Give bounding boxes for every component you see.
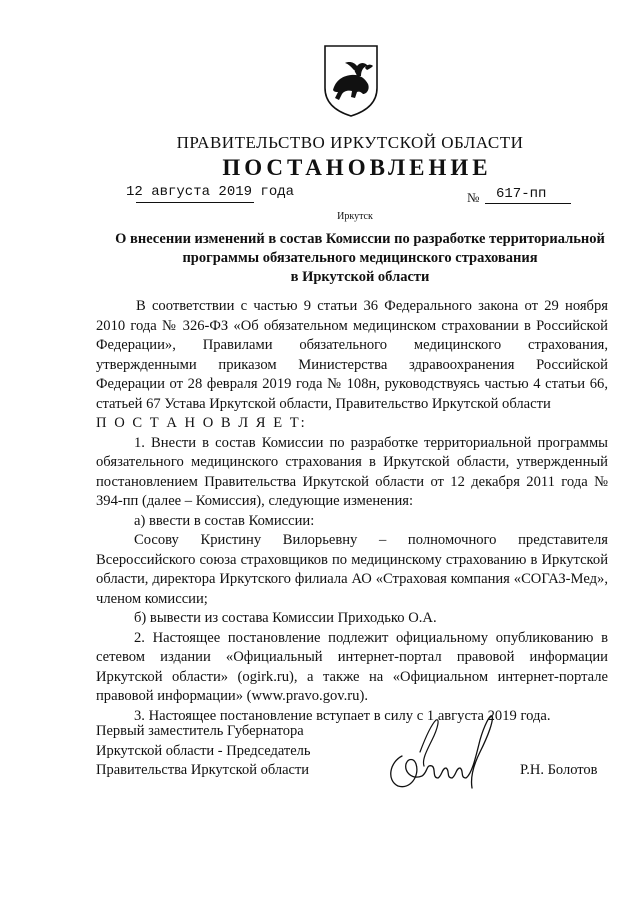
resolves-heading: П О С Т А Н О В Л Я Е Т: <box>96 415 307 431</box>
document-subject <box>90 230 630 287</box>
coat-of-arms-icon <box>321 42 381 118</box>
position-line: Иркутской области - Председатель <box>96 742 311 759</box>
subject-line: О внесении изменений в состав Комиссии по разработке территориальной <box>115 231 605 247</box>
document-date: 12 августа 2019 года <box>126 184 295 200</box>
city: Иркутск <box>337 211 373 222</box>
document-number: 617-пп <box>496 186 547 202</box>
item-2: 2. Настоящее постановление подлежит официальному опубликованию в сетевом издании «Официальный интернет-портал правовой информации Иркутской области» (ogirk.ru), а также на «Официальном интернет-портале правовой информации» (www.pravo.gov.ru). <box>96 629 608 704</box>
item-3: 3. Настоящее постановление вступает в силу с 1 августа 2019 года. <box>134 707 551 724</box>
government-name: ПРАВИТЕЛЬСТВО ИРКУТСКОЙ ОБЛАСТИ <box>176 133 524 152</box>
subject-line: в Иркутской области <box>290 269 430 285</box>
item-1a: а) ввести в состав Комиссии: <box>134 512 315 529</box>
date-underline <box>136 202 254 203</box>
signer-name: Р.Н. Болотов <box>520 762 598 778</box>
position-line: Первый заместитель Губернатора <box>96 723 304 739</box>
handwritten-signature-icon <box>380 706 510 796</box>
signer-position <box>96 722 311 781</box>
position-line: Правительства Иркутской области <box>96 762 310 778</box>
item-1a-text: Сосову Кристину Вилорьевну – полномочного представителя Всероссийского союза страховщиков по медицинскому страхованию в Иркутской области, директора Иркутского филиала АО «Страховая компания «СОГАЗ-Мед», членом комиссии; <box>96 532 608 607</box>
subject-line: программы обязательного медицинского страхования <box>182 250 538 266</box>
preamble-paragraph: В соответствии с частью 9 статьи 36 Федерального закона от 29 ноября 2010 года № 326-ФЗ «Об обязательном медицинском страховании в Российской Федерации», Правилами обязательного медицинского страхования, утвержденными приказом Министерства здравоохранения Российской Федерации от 28 февраля 2019 года № 108н, руководствуясь частью 4 статьи 66, статьей 67 Устава Иркутской области, Правительство Иркутской области <box>96 298 608 412</box>
item-1b: б) вывести из состава Комиссии Приходько О.А. <box>134 610 437 626</box>
document-type: ПОСТАНОВЛЕНИЕ <box>222 155 492 180</box>
number-sign: № <box>467 190 480 205</box>
number-underline <box>485 203 571 204</box>
item-1: 1. Внести в состав Комиссии по разработке территориальной программы обязательного медицинского страхования в Иркутской области, утвержденный постановлением Правительства Иркутской области от 12 декабря 2011 года № 394-пп (далее – Комиссия), следующие изменения: <box>96 434 608 509</box>
document-body <box>96 297 608 726</box>
